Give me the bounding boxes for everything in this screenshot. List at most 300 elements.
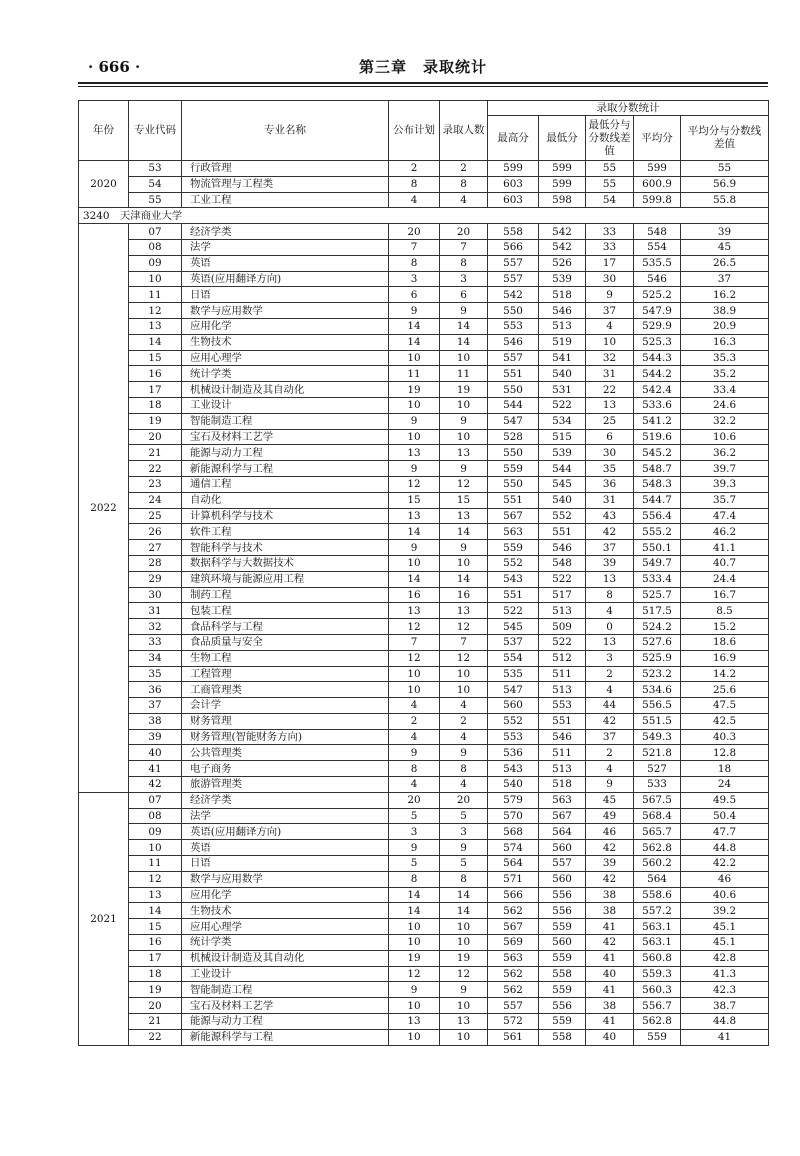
name-cell: 应用化学: [182, 318, 389, 334]
min-diff-cell: 9: [586, 777, 634, 793]
admitted-cell: 5: [440, 856, 488, 872]
name-cell: 工业工程: [182, 192, 389, 208]
admitted-cell: 9: [440, 840, 488, 856]
admitted-cell: 19: [440, 950, 488, 966]
avg-diff-cell: 56.9: [681, 176, 769, 192]
min-cell: 599: [539, 176, 586, 192]
plan-cell: 19: [389, 382, 440, 398]
code-cell: 13: [129, 887, 182, 903]
min-cell: 560: [539, 935, 586, 951]
admitted-cell: 12: [440, 966, 488, 982]
name-cell: 新能源科学与工程: [182, 461, 389, 477]
table-row: [79, 792, 769, 808]
min-diff-cell: 37: [586, 729, 634, 745]
min-diff-cell: 39: [586, 856, 634, 872]
code-cell: 16: [129, 935, 182, 951]
table-row: [79, 871, 769, 887]
plan-cell: 20: [389, 792, 440, 808]
min-cell: 513: [539, 682, 586, 698]
avg-cell: 559: [634, 1029, 681, 1045]
max-cell: 522: [488, 603, 539, 619]
min-diff-cell: 40: [586, 1029, 634, 1045]
avg-cell: 547.9: [634, 303, 681, 319]
admitted-cell: 13: [440, 603, 488, 619]
max-cell: 566: [488, 887, 539, 903]
min-cell: 558: [539, 966, 586, 982]
max-cell: 564: [488, 856, 539, 872]
avg-diff-cell: 41.1: [681, 540, 769, 556]
name-cell: 通信工程: [182, 476, 389, 492]
avg-cell: 529.9: [634, 318, 681, 334]
plan-cell: 5: [389, 856, 440, 872]
avg-diff-cell: 39.3: [681, 476, 769, 492]
max-cell: 562: [488, 982, 539, 998]
name-cell: 计算机科学与技术: [182, 508, 389, 524]
max-cell: 572: [488, 1014, 539, 1030]
avg-diff-cell: 44.8: [681, 840, 769, 856]
min-diff-cell: 33: [586, 224, 634, 240]
max-cell: 557: [488, 255, 539, 271]
plan-cell: 2: [389, 161, 440, 177]
avg-cell: 525.2: [634, 287, 681, 303]
name-cell: 食品科学与工程: [182, 619, 389, 635]
min-diff-cell: 13: [586, 397, 634, 413]
min-cell: 556: [539, 998, 586, 1014]
table-row: [79, 461, 769, 477]
name-cell: 法学: [182, 808, 389, 824]
code-cell: 38: [129, 713, 182, 729]
max-cell: 536: [488, 745, 539, 761]
max-cell: 528: [488, 429, 539, 445]
min-cell: 559: [539, 982, 586, 998]
table-row: [79, 287, 769, 303]
min-cell: 556: [539, 887, 586, 903]
name-cell: 软件工程: [182, 524, 389, 540]
table-row: [79, 429, 769, 445]
table-row: [79, 476, 769, 492]
avg-cell: 556.5: [634, 698, 681, 714]
code-cell: 07: [129, 792, 182, 808]
table-row: [79, 1029, 769, 1045]
avg-diff-cell: 39.2: [681, 903, 769, 919]
code-cell: 08: [129, 808, 182, 824]
header-avg-diff: 平均分与分数线差值: [681, 116, 769, 161]
max-cell: 546: [488, 334, 539, 350]
name-cell: 日语: [182, 287, 389, 303]
min-diff-cell: 31: [586, 366, 634, 382]
admitted-cell: 10: [440, 397, 488, 413]
table-header: [79, 101, 769, 161]
avg-cell: 525.9: [634, 650, 681, 666]
name-cell: 数据科学与大数据技术: [182, 555, 389, 571]
table-row: [79, 176, 769, 192]
avg-diff-cell: 45.1: [681, 935, 769, 951]
avg-cell: 563.1: [634, 935, 681, 951]
admission-stats-table: [78, 100, 769, 1046]
name-cell: 能源与动力工程: [182, 445, 389, 461]
header-admitted: 录取人数: [440, 101, 488, 161]
admitted-cell: 14: [440, 524, 488, 540]
min-diff-cell: 8: [586, 587, 634, 603]
code-cell: 21: [129, 1014, 182, 1030]
min-cell: 552: [539, 508, 586, 524]
avg-cell: 560.8: [634, 950, 681, 966]
avg-diff-cell: 45.1: [681, 919, 769, 935]
min-diff-cell: 55: [586, 176, 634, 192]
max-cell: 571: [488, 871, 539, 887]
min-cell: 545: [539, 476, 586, 492]
admitted-cell: 9: [440, 303, 488, 319]
plan-cell: 10: [389, 1029, 440, 1045]
plan-cell: 14: [389, 571, 440, 587]
avg-diff-cell: 36.2: [681, 445, 769, 461]
avg-cell: 527.6: [634, 634, 681, 650]
avg-diff-cell: 47.5: [681, 698, 769, 714]
code-cell: 21: [129, 445, 182, 461]
min-diff-cell: 41: [586, 950, 634, 966]
admitted-cell: 10: [440, 935, 488, 951]
avg-cell: 555.2: [634, 524, 681, 540]
name-cell: 生物技术: [182, 334, 389, 350]
code-cell: 22: [129, 461, 182, 477]
max-cell: 559: [488, 540, 539, 556]
code-cell: 15: [129, 919, 182, 935]
name-cell: 统计学类: [182, 935, 389, 951]
avg-diff-cell: 39: [681, 224, 769, 240]
avg-cell: 600.9: [634, 176, 681, 192]
avg-cell: 554: [634, 239, 681, 255]
table-row: [79, 761, 769, 777]
code-cell: 17: [129, 382, 182, 398]
min-cell: 540: [539, 366, 586, 382]
min-diff-cell: 39: [586, 555, 634, 571]
table-row: [79, 587, 769, 603]
max-cell: 560: [488, 698, 539, 714]
name-cell: 应用心理学: [182, 919, 389, 935]
table-row: [79, 540, 769, 556]
plan-cell: 7: [389, 634, 440, 650]
max-cell: 599: [488, 161, 539, 177]
avg-diff-cell: 46.2: [681, 524, 769, 540]
table-row: [79, 271, 769, 287]
table-row: [79, 808, 769, 824]
avg-diff-cell: 25.6: [681, 682, 769, 698]
min-diff-cell: 42: [586, 935, 634, 951]
plan-cell: 10: [389, 666, 440, 682]
header-min-diff: 最低分与分数线差值: [586, 116, 634, 161]
avg-diff-cell: 42.3: [681, 982, 769, 998]
max-cell: 553: [488, 318, 539, 334]
avg-diff-cell: 41.3: [681, 966, 769, 982]
admitted-cell: 13: [440, 508, 488, 524]
max-cell: 557: [488, 350, 539, 366]
name-cell: 智能制造工程: [182, 413, 389, 429]
admitted-cell: 2: [440, 161, 488, 177]
min-diff-cell: 9: [586, 287, 634, 303]
table-row: [79, 666, 769, 682]
code-cell: 22: [129, 1029, 182, 1045]
name-cell: 生物工程: [182, 650, 389, 666]
max-cell: 545: [488, 619, 539, 635]
avg-diff-cell: 37: [681, 271, 769, 287]
code-cell: 15: [129, 350, 182, 366]
avg-cell: 556.4: [634, 508, 681, 524]
table-row: [79, 856, 769, 872]
max-cell: 569: [488, 935, 539, 951]
code-cell: 19: [129, 413, 182, 429]
table-row: [79, 982, 769, 998]
min-diff-cell: 37: [586, 303, 634, 319]
avg-cell: 546: [634, 271, 681, 287]
avg-diff-cell: 16.9: [681, 650, 769, 666]
avg-diff-cell: 24: [681, 777, 769, 793]
admitted-cell: 14: [440, 334, 488, 350]
avg-cell: 544.7: [634, 492, 681, 508]
avg-cell: 544.2: [634, 366, 681, 382]
code-cell: 40: [129, 745, 182, 761]
plan-cell: 3: [389, 271, 440, 287]
table-row: [79, 334, 769, 350]
admitted-cell: 14: [440, 903, 488, 919]
header-rule-thin: [78, 86, 768, 87]
name-cell: 英语: [182, 255, 389, 271]
plan-cell: 9: [389, 540, 440, 556]
plan-cell: 13: [389, 1014, 440, 1030]
avg-diff-cell: 18.6: [681, 634, 769, 650]
avg-cell: 557.2: [634, 903, 681, 919]
plan-cell: 8: [389, 176, 440, 192]
avg-cell: 544.3: [634, 350, 681, 366]
min-diff-cell: 31: [586, 492, 634, 508]
avg-cell: 556.7: [634, 998, 681, 1014]
avg-diff-cell: 14.2: [681, 666, 769, 682]
max-cell: 570: [488, 808, 539, 824]
avg-diff-cell: 47.7: [681, 824, 769, 840]
table-row: [79, 524, 769, 540]
min-cell: 513: [539, 603, 586, 619]
min-cell: 539: [539, 445, 586, 461]
table-row: [79, 966, 769, 982]
min-cell: 513: [539, 761, 586, 777]
max-cell: 550: [488, 382, 539, 398]
admitted-cell: 14: [440, 318, 488, 334]
plan-cell: 9: [389, 461, 440, 477]
avg-diff-cell: 47.4: [681, 508, 769, 524]
avg-diff-cell: 40.6: [681, 887, 769, 903]
plan-cell: 6: [389, 287, 440, 303]
admitted-cell: 3: [440, 824, 488, 840]
max-cell: 547: [488, 682, 539, 698]
min-diff-cell: 0: [586, 619, 634, 635]
plan-cell: 10: [389, 682, 440, 698]
header-code: 专业代码: [129, 101, 182, 161]
min-cell: 564: [539, 824, 586, 840]
plan-cell: 16: [389, 587, 440, 603]
year-cell: 2020: [79, 161, 129, 208]
admitted-cell: 9: [440, 413, 488, 429]
plan-cell: 9: [389, 413, 440, 429]
min-cell: 522: [539, 571, 586, 587]
avg-diff-cell: 35.3: [681, 350, 769, 366]
avg-diff-cell: 40.3: [681, 729, 769, 745]
avg-cell: 563.1: [634, 919, 681, 935]
name-cell: 工程管理: [182, 666, 389, 682]
admitted-cell: 8: [440, 176, 488, 192]
year-cell: 2022: [79, 224, 129, 793]
max-cell: 574: [488, 840, 539, 856]
min-cell: 599: [539, 161, 586, 177]
code-cell: 26: [129, 524, 182, 540]
min-diff-cell: 6: [586, 429, 634, 445]
plan-cell: 10: [389, 998, 440, 1014]
min-cell: 544: [539, 461, 586, 477]
avg-diff-cell: 45: [681, 239, 769, 255]
plan-cell: 8: [389, 255, 440, 271]
plan-cell: 14: [389, 318, 440, 334]
name-cell: 应用心理学: [182, 350, 389, 366]
min-cell: 513: [539, 318, 586, 334]
avg-cell: 562.8: [634, 1014, 681, 1030]
admitted-cell: 10: [440, 666, 488, 682]
max-cell: 557: [488, 998, 539, 1014]
min-diff-cell: 2: [586, 666, 634, 682]
avg-diff-cell: 8.5: [681, 603, 769, 619]
min-cell: 551: [539, 713, 586, 729]
avg-diff-cell: 32.2: [681, 413, 769, 429]
name-cell: 财务管理: [182, 713, 389, 729]
plan-cell: 4: [389, 777, 440, 793]
admitted-cell: 5: [440, 808, 488, 824]
table-row: [79, 239, 769, 255]
avg-cell: 545.2: [634, 445, 681, 461]
name-cell: 应用化学: [182, 887, 389, 903]
table-row: [79, 919, 769, 935]
code-cell: 11: [129, 856, 182, 872]
min-cell: 558: [539, 1029, 586, 1045]
min-diff-cell: 33: [586, 239, 634, 255]
avg-cell: 599: [634, 161, 681, 177]
header-rule-thick: [78, 82, 768, 84]
min-diff-cell: 44: [586, 698, 634, 714]
min-cell: 542: [539, 224, 586, 240]
admitted-cell: 3: [440, 271, 488, 287]
admitted-cell: 10: [440, 555, 488, 571]
min-cell: 515: [539, 429, 586, 445]
name-cell: 智能科学与技术: [182, 540, 389, 556]
admitted-cell: 13: [440, 1014, 488, 1030]
min-cell: 560: [539, 871, 586, 887]
page-title: 第三章 录取统计: [358, 58, 487, 76]
plan-cell: 12: [389, 619, 440, 635]
table-row: [79, 318, 769, 334]
avg-diff-cell: 15.2: [681, 619, 769, 635]
min-cell: 517: [539, 587, 586, 603]
plan-cell: 4: [389, 698, 440, 714]
name-cell: 会计学: [182, 698, 389, 714]
code-cell: 14: [129, 903, 182, 919]
admitted-cell: 6: [440, 287, 488, 303]
name-cell: 生物技术: [182, 903, 389, 919]
code-cell: 39: [129, 729, 182, 745]
min-cell: 559: [539, 950, 586, 966]
code-cell: 08: [129, 239, 182, 255]
max-cell: 579: [488, 792, 539, 808]
name-cell: 工业设计: [182, 397, 389, 413]
plan-cell: 14: [389, 903, 440, 919]
admitted-cell: 13: [440, 445, 488, 461]
header-max: 最高分: [488, 116, 539, 161]
table-row: [79, 1014, 769, 1030]
admitted-cell: 20: [440, 792, 488, 808]
avg-diff-cell: 16.2: [681, 287, 769, 303]
avg-diff-cell: 35.2: [681, 366, 769, 382]
table-row: [79, 887, 769, 903]
code-cell: 19: [129, 982, 182, 998]
min-cell: 539: [539, 271, 586, 287]
name-cell: 制药工程: [182, 587, 389, 603]
plan-cell: 11: [389, 366, 440, 382]
admitted-cell: 11: [440, 366, 488, 382]
code-cell: 23: [129, 476, 182, 492]
table-row: [79, 555, 769, 571]
max-cell: 603: [488, 176, 539, 192]
min-diff-cell: 3: [586, 650, 634, 666]
avg-diff-cell: 24.4: [681, 571, 769, 587]
table-row: [79, 745, 769, 761]
min-diff-cell: 38: [586, 887, 634, 903]
code-cell: 34: [129, 650, 182, 666]
min-diff-cell: 40: [586, 966, 634, 982]
name-cell: 食品质量与安全: [182, 634, 389, 650]
name-cell: 建筑环境与能源应用工程: [182, 571, 389, 587]
plan-cell: 12: [389, 650, 440, 666]
table-row: [79, 571, 769, 587]
min-diff-cell: 36: [586, 476, 634, 492]
avg-cell: 568.4: [634, 808, 681, 824]
table-row: [79, 366, 769, 382]
admitted-cell: 16: [440, 587, 488, 603]
code-cell: 25: [129, 508, 182, 524]
max-cell: 603: [488, 192, 539, 208]
max-cell: 563: [488, 950, 539, 966]
min-cell: 559: [539, 1014, 586, 1030]
admitted-cell: 9: [440, 461, 488, 477]
max-cell: 552: [488, 555, 539, 571]
name-cell: 智能制造工程: [182, 982, 389, 998]
plan-cell: 15: [389, 492, 440, 508]
table-row: [79, 650, 769, 666]
admitted-cell: 10: [440, 919, 488, 935]
min-diff-cell: 4: [586, 761, 634, 777]
avg-cell: 560.3: [634, 982, 681, 998]
min-diff-cell: 4: [586, 682, 634, 698]
table-row: [79, 998, 769, 1014]
min-diff-cell: 41: [586, 1014, 634, 1030]
plan-cell: 8: [389, 761, 440, 777]
max-cell: 567: [488, 508, 539, 524]
code-cell: 55: [129, 192, 182, 208]
avg-cell: 517.5: [634, 603, 681, 619]
max-cell: 550: [488, 303, 539, 319]
min-diff-cell: 35: [586, 461, 634, 477]
name-cell: 数学与应用数学: [182, 303, 389, 319]
code-cell: 27: [129, 540, 182, 556]
table-row: [79, 619, 769, 635]
min-cell: 522: [539, 634, 586, 650]
table-row: [79, 303, 769, 319]
admitted-cell: 10: [440, 682, 488, 698]
name-cell: 英语(应用翻译方向): [182, 271, 389, 287]
